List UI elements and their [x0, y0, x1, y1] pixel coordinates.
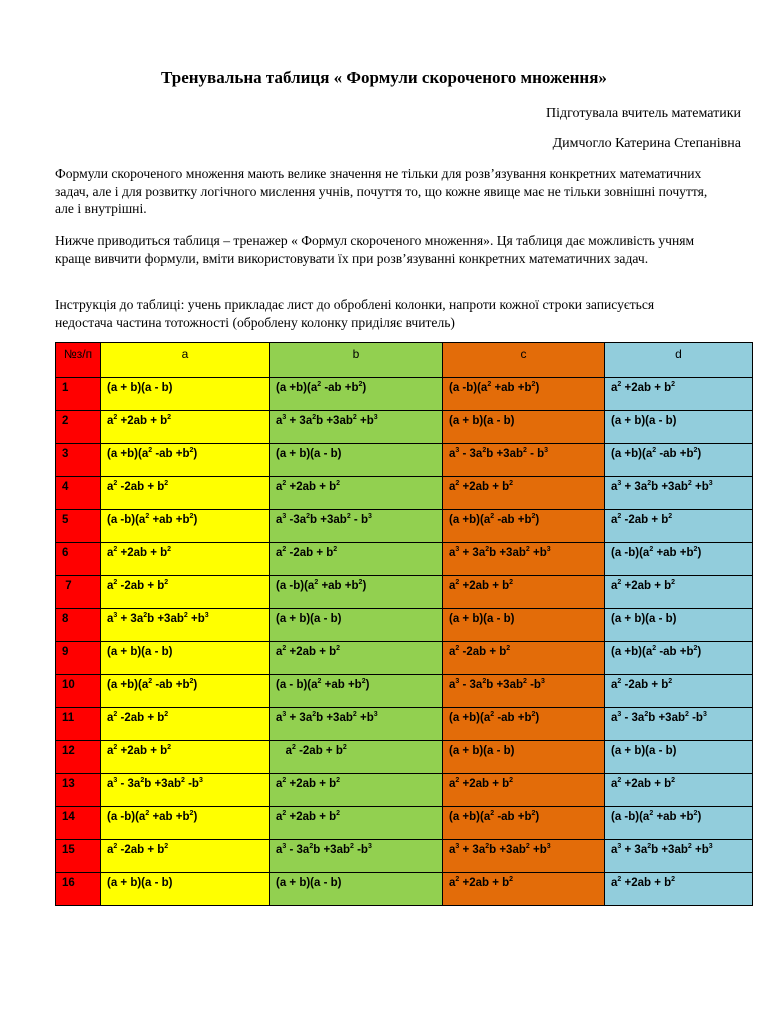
cell-col-c: $a^3 - 3a^2b +3ab^2 - b^3$ [443, 444, 605, 477]
table-header-row [56, 343, 753, 378]
cell-col-c: $a^2$ $-2ab + b^2$ [443, 642, 605, 675]
cell-col-a: $(a +b)(a^2$ $-ab +b^2$) [101, 444, 270, 477]
cell-col-c: $a^2 +2ab + b^2$ [443, 477, 605, 510]
table-row [56, 675, 753, 708]
header-col-b: b [270, 343, 443, 378]
cell-col-d: $(a +b)(a^2$ $-ab +b^2$) [605, 642, 753, 675]
cell-col-b: $a^2$ $-2ab + b^2$ [270, 741, 443, 774]
row-number: 11 [56, 708, 101, 741]
cell-col-a: (a $-b)(a^2 +ab +b^2)$ [101, 510, 270, 543]
cell-col-a: $a^2 +2ab + b^2$ [101, 543, 270, 576]
instruction-paragraph: Інструкція до таблиці: учень прикладає лист до оброблені колонки, напроти кожної строки записується недостача частина тотожності (оброблену колонку приділяє вчитель) [55, 297, 655, 330]
row-number: 3 [56, 444, 101, 477]
cell-col-c: $(a +b)(a^2$ $-ab +b^2$) [443, 807, 605, 840]
table-row [56, 378, 753, 411]
cell-col-d: $a^2 +2ab + b^2$ [605, 774, 753, 807]
cell-col-b: $(a - b)(a^2 +ab +b^2)$ [270, 675, 443, 708]
cell-col-a: $(a +b)(a^2$ $-ab +b^2$) [101, 675, 270, 708]
row-number: 7 [56, 576, 101, 609]
formula-table [55, 342, 753, 906]
row-number: 4 [56, 477, 101, 510]
table-body [56, 378, 753, 906]
table-row [56, 444, 753, 477]
table-row [56, 411, 753, 444]
cell-col-c: $a^3 - 3a^2b +3ab^2$ $-b^3$ [443, 675, 605, 708]
cell-col-b: $(a +b)(a^2$ $-ab +b^2$) [270, 378, 443, 411]
cell-col-a: (a + b)(a - b) [101, 642, 270, 675]
cell-col-a: $a^2$ $-2ab + b^2$ [101, 708, 270, 741]
cell-col-d: (a $-b)(a^2 +ab +b^2)$ [605, 543, 753, 576]
cell-col-d: $a^2 +2ab + b^2$ [605, 576, 753, 609]
cell-col-c: $a^2 +2ab + b^2$ [443, 873, 605, 906]
cell-col-d: $a^2 +2ab + b^2$ [605, 378, 753, 411]
table-row [56, 510, 753, 543]
cell-col-b: (a + b)(a - b) [270, 609, 443, 642]
table-row [56, 576, 753, 609]
author-line-1: Підготувала вчитель математики [545, 106, 741, 121]
header-col-d: d [605, 343, 753, 378]
cell-col-a: $a^2$ $-2ab + b^2$ [101, 576, 270, 609]
cell-col-d: (a + b)(a - b) [605, 609, 753, 642]
cell-col-a: (a $-b)(a^2 +ab +b^2)$ [101, 807, 270, 840]
cell-col-c: $(a +b)(a^2$ $-ab +b^2$) [443, 510, 605, 543]
cell-col-c: $a^2 +2ab + b^2$ [443, 576, 605, 609]
cell-col-b: $a^2 +2ab + b^2$ [270, 642, 443, 675]
cell-col-a: $a^3 + 3a^2b +3ab^2 +b^3$ [101, 609, 270, 642]
author-line-2: Димчогло Катерина Степанівна [552, 136, 741, 151]
table-row [56, 708, 753, 741]
table-row [56, 774, 753, 807]
cell-col-a: (a + b)(a - b) [101, 873, 270, 906]
cell-col-b: (a + b)(a - b) [270, 873, 443, 906]
cell-col-d: $a^3 + 3a^2b +3ab^2 +b^3$ [605, 477, 753, 510]
cell-col-b: $a^3 + 3a^2b +3ab^2 +b^3$ [270, 708, 443, 741]
cell-col-d: $a^2$ $-2ab + b^2$ [605, 510, 753, 543]
cell-col-b: $a^3 - 3a^2b +3ab^2$ $-b^3$ [270, 840, 443, 873]
cell-col-d: (a $-b)(a^2 +ab +b^2)$ [605, 807, 753, 840]
row-number: 16 [56, 873, 101, 906]
cell-col-d: $(a +b)(a^2$ $-ab +b^2$) [605, 444, 753, 477]
cell-col-b: $a^2 +2ab + b^2$ [270, 807, 443, 840]
cell-col-b: $a^3$ $-3a^2b +3ab^2 - b^3$ [270, 510, 443, 543]
table-row [56, 840, 753, 873]
cell-col-a: $a^3 - 3a^2b +3ab^2$ $-b^3$ [101, 774, 270, 807]
cell-col-d: $a^3 + 3a^2b +3ab^2 +b^3$ [605, 840, 753, 873]
table-row [56, 741, 753, 774]
row-number: 8 [56, 609, 101, 642]
cell-col-a: (a + b)(a - b) [101, 378, 270, 411]
row-number: 15 [56, 840, 101, 873]
cell-col-b: $a^2 +2ab + b^2$ [270, 774, 443, 807]
intro-paragraph-2: Нижче приводиться таблиця – тренажер « Формул скороченого множення». Ця таблиця дає можливість учням краще вивчити формули, вміти використовувати їх при розв’язуванні конкретних математичних задач. [55, 233, 695, 266]
header-col-a: a [101, 343, 270, 378]
cell-col-a: $a^2$ $-2ab + b^2$ [101, 840, 270, 873]
table-row [56, 807, 753, 840]
row-number: 6 [56, 543, 101, 576]
cell-col-a: $a^2$ $-2ab + b^2$ [101, 477, 270, 510]
cell-col-a: $a^2 +2ab + b^2$ [101, 411, 270, 444]
row-number: 10 [56, 675, 101, 708]
intro-paragraph-1: Формули скороченого множення мають велике значення не тільки для розв’язування конкретних математичних задач, але і для розвитку логічного мислення учнів, почуття то, що кожне явище має не тільки зовнішні почуття, але і внутрішні. [55, 166, 708, 216]
table-row [56, 642, 753, 675]
cell-col-b: $a^2$ $-2ab + b^2$ [270, 543, 443, 576]
cell-col-c: (a + b)(a - b) [443, 741, 605, 774]
table-row [56, 543, 753, 576]
cell-col-c: (a $-b)(a^2 +ab +b^2)$ [443, 378, 605, 411]
cell-col-d: $a^3 - 3a^2b +3ab^2$ $-b^3$ [605, 708, 753, 741]
cell-col-c: $a^2 +2ab + b^2$ [443, 774, 605, 807]
row-number: 14 [56, 807, 101, 840]
cell-col-d: $a^2 +2ab + b^2$ [605, 873, 753, 906]
row-number: 1 [56, 378, 101, 411]
cell-col-c: $a^3 + 3a^2b +3ab^2 +b^3$ [443, 840, 605, 873]
header-number: №з/п [56, 343, 101, 378]
cell-col-c: $(a +b)(a^2$ $-ab +b^2$) [443, 708, 605, 741]
header-col-c: c [443, 343, 605, 378]
page-title: Тренувальна таблиця « Формули скороченого множення» [161, 68, 607, 87]
cell-col-d: $a^2$ $-2ab + b^2$ [605, 675, 753, 708]
cell-col-b: $a^3 + 3a^2b +3ab^2 +b^3$ [270, 411, 443, 444]
row-number: 5 [56, 510, 101, 543]
table-row [56, 477, 753, 510]
cell-col-d: (a + b)(a - b) [605, 411, 753, 444]
cell-col-c: $a^3 + 3a^2b +3ab^2 +b^3$ [443, 543, 605, 576]
cell-col-b: (a $-b)(a^2 +ab +b^2)$ [270, 576, 443, 609]
cell-col-a: $a^2 +2ab + b^2$ [101, 741, 270, 774]
row-number: 12 [56, 741, 101, 774]
cell-col-c: (a + b)(a - b) [443, 411, 605, 444]
cell-col-b: (a + b)(a - b) [270, 444, 443, 477]
cell-col-c: (a + b)(a - b) [443, 609, 605, 642]
row-number: 13 [56, 774, 101, 807]
row-number: 2 [56, 411, 101, 444]
cell-col-d: (a + b)(a - b) [605, 741, 753, 774]
table-row [56, 609, 753, 642]
row-number: 9 [56, 642, 101, 675]
table-row [56, 873, 753, 906]
cell-col-b: $a^2 +2ab + b^2$ [270, 477, 443, 510]
